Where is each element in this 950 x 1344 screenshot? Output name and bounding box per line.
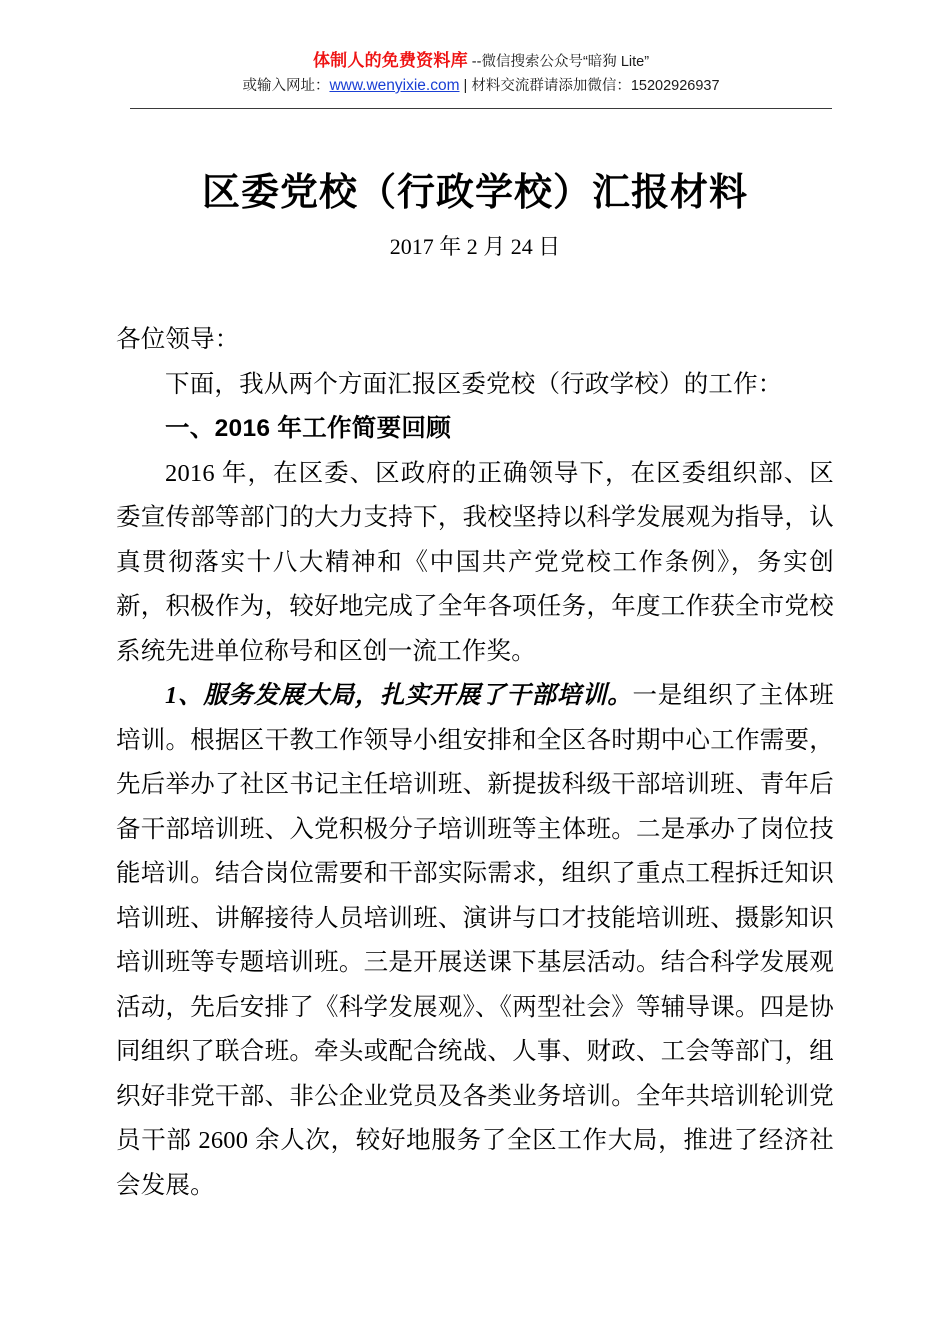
item-1-body: 一是组织了主体班培训。根据区干教工作领导小组安排和全区各时期中心工作需要，先后举办了社区书记主任培训班、新提拔科级干部培训班、青年后备干部培训班、入党积极分子培训班等主体班。二是承办了岗位技能培训。结合岗位需要和干部实际需求，组织了重点工程拆迁知识培训班、讲解接待人员培训班、演讲与口才技能培训班、摄影知识培训班等专题培训班。三是开展送课下基层活动。结合科学发展观活动，先后安排了《科学发展观》、《两型社会》等辅导课。四是协同组织了联合班。牵头或配合统战、人事、财政、工会等部门，组织好非党干部、非公企业党员及各类业务培训。全年共培训轮训党员干部 2600 余人次，较好地服务了全区工作大局，推进了经济社会发展。 [116,682,834,1199]
promo-header [130,50,832,97]
intro-paragraph: 下面，我从两个方面汇报区委党校（行政学校）的工作： [165,370,783,398]
promo-wechat-text: --微信搜索公众号“暗狗 Lite” [467,54,650,70]
promo-brand-text: 体制人的免费资料库 [312,51,468,70]
section-heading-1: 一、2016 年工作简要回顾 [165,415,452,442]
item-1-lead: 1、服务发展大局，扎实开展了干部培训。 [165,682,633,709]
header-divider [130,108,832,109]
promo-header-line-2 [130,75,832,97]
promo-website-link[interactable]: www.wenyixie.com [329,77,460,94]
section-1-paragraph: 2016 年，在区委、区政府的正确领导下，在区委组织部、区委宣传部等部门的大力支持下，我校坚持以科学发展观为指导，认真贯彻落实十八大精神和《中国共产党党校工作条例》，务实创新，积极作为，较好地完成了全年各项任务，年度工作获全市党校系统先进单位称号和区创一流工作奖。 [116,459,834,665]
document-body [116,318,834,1208]
item-1-paragraph [116,674,834,1208]
document-title: 区委党校（行政学校）汇报材料 [201,172,748,214]
document-date: 2017 年 2 月 24 日 [389,234,561,259]
promo-contact-text: | 材料交流群请添加微信：15202926937 [459,78,720,94]
promo-url-prefix: 或输入网址： [242,78,330,94]
promo-header-line-1 [130,50,832,73]
salutation: 各位领导： [116,326,240,353]
